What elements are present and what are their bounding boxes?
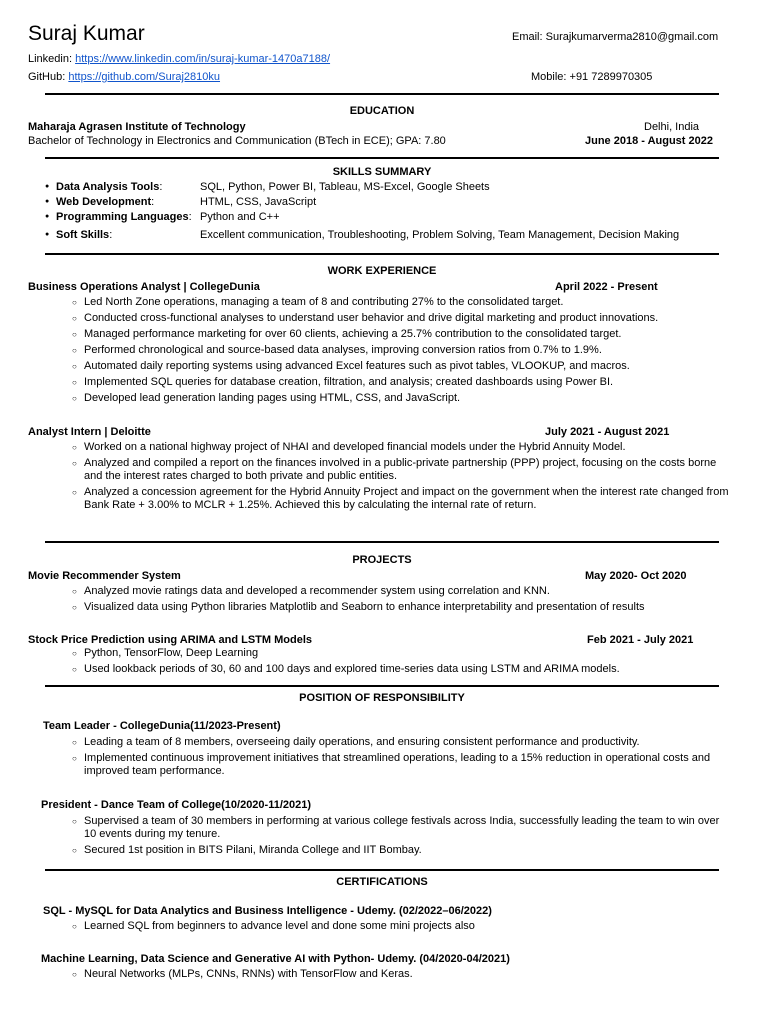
bullet-item: ○ Led North Zone operations, managing a team of 8 and contributing 27% to the consolidated target. [72,296,732,309]
section-divider [45,253,719,255]
school-name: Maharaja Agrasen Institute of Technology [28,121,246,133]
bullet-item: ○ Used lookback periods of 30, 60 and 100 days and explored time-series data using LSTM and ARIMA models. [72,663,732,676]
position-name: Team Leader - CollegeDunia(11/2023-Present) [43,720,281,732]
skill-value: HTML, CSS, JavaScript [200,196,317,208]
certification-bullets [72,968,732,984]
education-dates: June 2018 - August 2022 [585,135,713,147]
bullet-item: ○ Secured 1st position in BITS Pilani, Miranda College and IIT Bombay. [72,844,732,857]
skill-key: Programming Languages [56,211,189,223]
job-role: Analyst Intern | Deloitte [28,426,151,438]
bullet-item: ○ Neural Networks (MLPs, CNNs, RNNs) with TensorFlow and Keras. [72,968,732,981]
candidate-name: Suraj Kumar [28,22,145,45]
school-location: Delhi, India [644,121,700,133]
education-title: EDUCATION [349,105,415,117]
skill-item: ● Soft Skills: Excellent communication, Troubleshooting, Problem Solving, Team Management, Decision Making [45,228,745,243]
job-bullets [72,441,732,515]
skill-value: SQL, Python, Power BI, Tableau, MS-Excel, Google Sheets [200,181,490,193]
skill-key: Data Analysis Tools [56,181,160,193]
project-bullets [72,585,732,617]
job-bullets [72,296,732,408]
job-dates: July 2021 - August 2021 [545,426,670,438]
bullet-item: ○ Developed lead generation landing pages using HTML, CSS, and JavaScript. [72,392,732,405]
section-divider [45,157,719,159]
github-line [28,70,220,84]
project-dates: Feb 2021 - July 2021 [587,634,694,646]
section-divider [45,93,719,95]
bullet-item: ○ Analyzed and compiled a report on the finances involved in a public-private partnership (PPP) project, focusing on the costs borne and the interest rates charged to both private and public entities. [72,457,732,483]
project-bullets [72,647,732,679]
mobile-text: Mobile: +91 7289970305 [531,71,653,83]
linkedin-line [28,52,330,66]
certifications-title: CERTIFICATIONS [336,876,428,888]
linkedin-label: Linkedin: [28,53,76,65]
skill-item: ● Programming Languages: Python and C++ [45,210,745,225]
certification-bullets [72,920,732,936]
skill-key: Soft Skills [56,229,110,241]
job-role: Business Operations Analyst | CollegeDunia [28,281,260,293]
bullet-item: ○ Managed performance marketing for over 60 clients, achieving a 25.7% contribution to the consolidated target. [72,328,732,341]
section-divider [45,869,719,871]
skills-list [45,180,745,243]
bullet-item: ○ Leading a team of 8 members, overseeing daily operations, and ensuring consistent performance and productivity. [72,736,732,749]
bullet-item: ○ Supervised a team of 30 members in performing at various college festivals across India, successfully leading the team to win over 10 events during my tenure. [72,815,732,841]
email-text: Email: Surajkumarverma2810@gmail.com [512,31,719,43]
skill-item: ● Data Analysis Tools: SQL, Python, Power BI, Tableau, MS-Excel, Google Sheets [45,180,745,195]
certification-name: Machine Learning, Data Science and Generative AI with Python- Udemy. (04/2020-04/2021) [41,953,510,965]
bullet-item: ○ Visualized data using Python libraries Matplotlib and Seaborn to enhance interpretability and presentation of results [72,601,732,614]
project-name: Stock Price Prediction using ARIMA and LSTM Models [28,634,312,646]
skills-title: SKILLS SUMMARY [332,166,432,178]
position-bullets [72,736,732,781]
section-divider [45,685,719,687]
certification-name: SQL - MySQL for Data Analytics and Business Intelligence - Udemy. (02/2022–06/2022) [43,905,492,917]
degree-text: Bachelor of Technology in Electronics and Communication (BTech in ECE); GPA: 7.80 [28,135,446,147]
job-dates: April 2022 - Present [555,281,658,293]
work-title: WORK EXPERIENCE [327,265,437,277]
github-label: GitHub: [28,71,69,83]
skill-value: Python and C++ [200,211,280,223]
skill-item: ● Web Development: HTML, CSS, JavaScript [45,195,745,210]
project-name: Movie Recommender System [28,570,181,582]
bullet-item: ○ Python, TensorFlow, Deep Learning [72,647,732,660]
bullet-item: ○ Automated daily reporting systems using advanced Excel features such as pivot tables, VLOOKUP, and macros. [72,360,732,373]
bullet-item: ○ Implemented SQL queries for database creation, filtration, and analysis; created dashboards using Power BI. [72,376,732,389]
section-divider [45,541,719,543]
linkedin-link[interactable]: https://www.linkedin.com/in/suraj-kumar-1470a7188/ [75,53,331,65]
projects-title: PROJECTS [352,554,412,566]
skill-value: Excellent communication, Troubleshooting, Problem Solving, Team Management, Decision Making [200,229,680,241]
bullet-item: ○ Performed chronological and source-based data analyses, improving conversion ratios from 0.7% to 1.9%. [72,344,732,357]
responsibility-title: POSITION OF RESPONSIBILITY [299,692,465,704]
bullet-item: ○ Worked on a national highway project of NHAI and developed financial models under the Hybrid Annuity Model. [72,441,732,454]
skill-key: Web Development [56,196,152,208]
github-link[interactable]: https://github.com/Suraj2810ku [68,71,221,83]
bullet-item: ○ Analyzed movie ratings data and developed a recommender system using correlation and KNN. [72,585,732,598]
position-bullets [72,815,732,860]
project-dates: May 2020- Oct 2020 [585,570,687,582]
bullet-item: ○ Conducted cross-functional analyses to understand user behavior and drive digital marketing and product innovations. [72,312,732,325]
bullet-item: ○ Analyzed a concession agreement for the Hybrid Annuity Project and impact on the government when the interest rate changed from Bank Rate + 3.00% to MCLR + 1.25%. Achieved this by calculating the internal rate of return. [72,486,732,512]
position-name: President - Dance Team of College(10/2020-11/2021) [41,799,312,811]
bullet-item: ○ Implemented continuous improvement initiatives that streamlined operations, leading to a 15% reduction in operational costs and improved team performance. [72,752,732,778]
bullet-item: ○ Learned SQL from beginners to advance level and done some mini projects also [72,920,732,933]
